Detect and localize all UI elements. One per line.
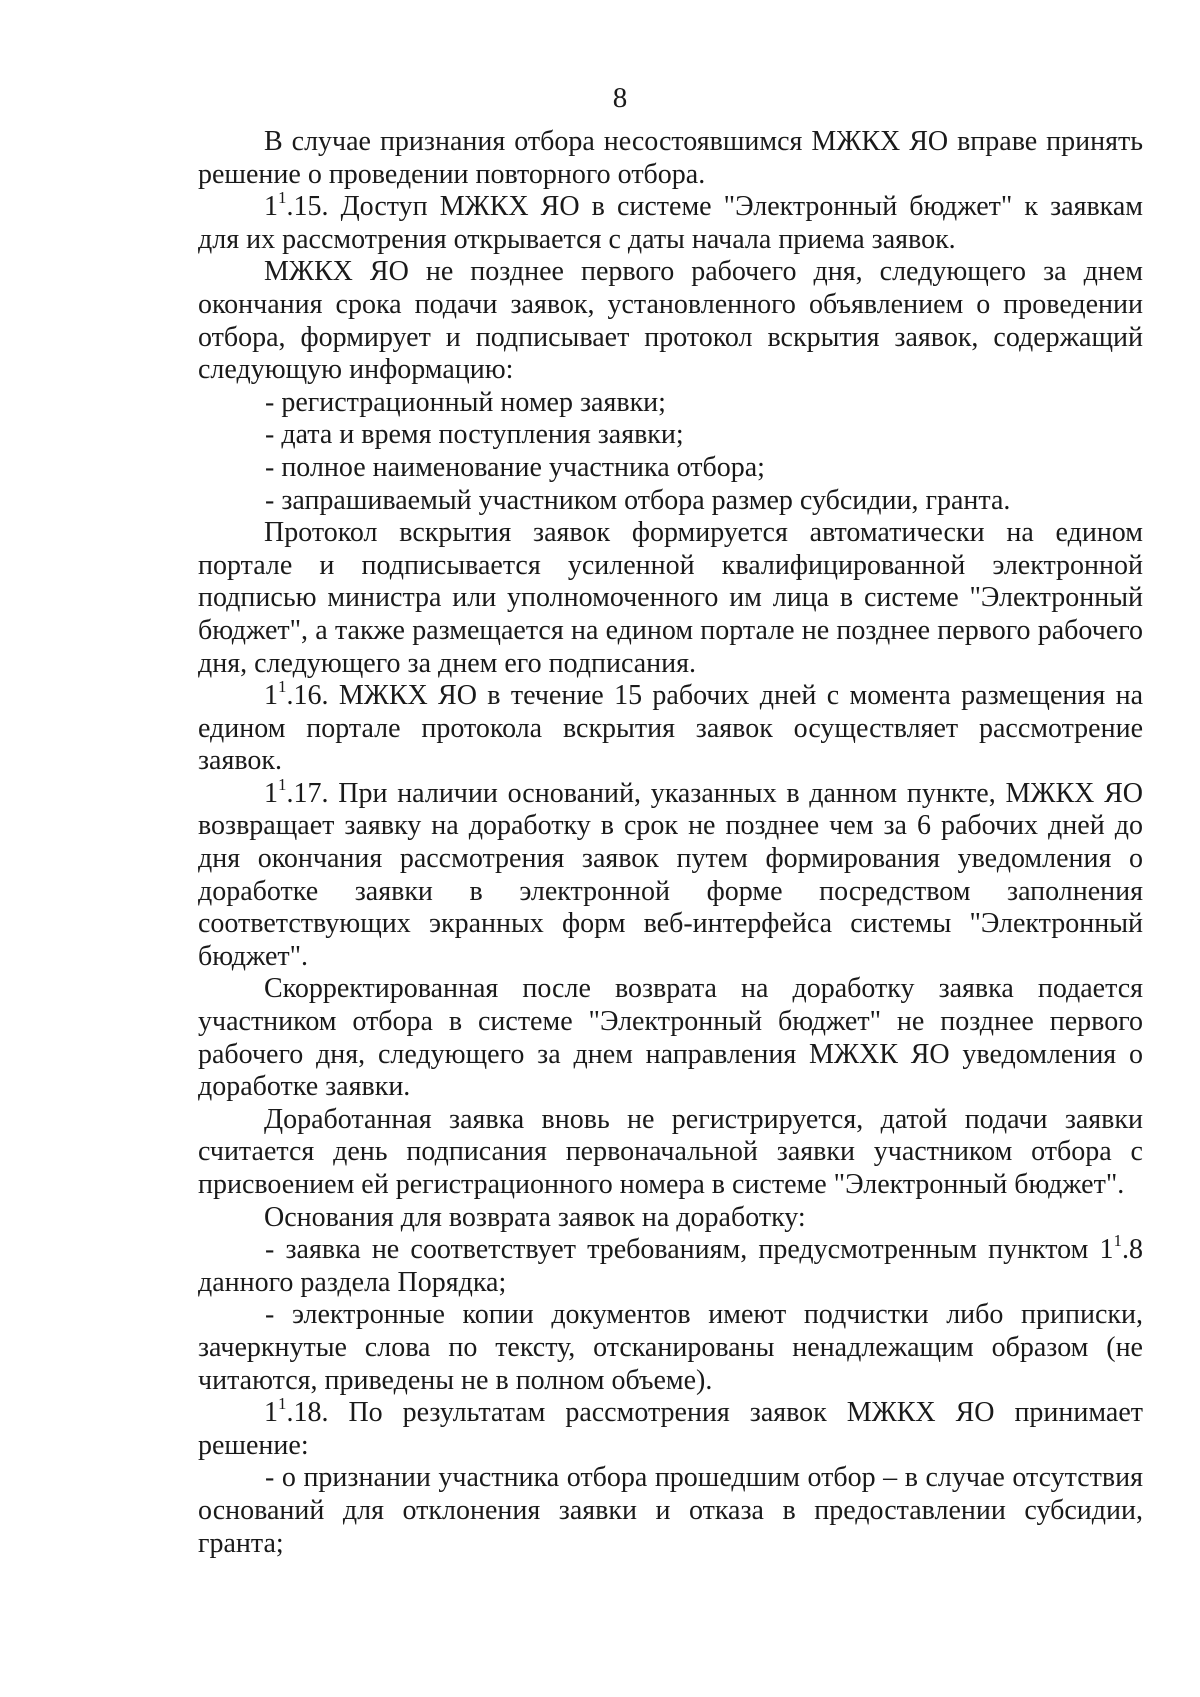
list-item-requested-amount: [198, 485, 1143, 518]
paragraph-return-grounds: [198, 1202, 1143, 1235]
paragraph-1-1-16: [198, 676, 1143, 778]
paragraph-revised-application: [198, 1104, 1143, 1202]
list-item-text: - электронные копии документов имеют подчистки либо приписки, зачеркнутые слова по тексту, отсканированы ненадлежащим образом (не читаются, приведены не в полном объеме).: [198, 1299, 1143, 1396]
list-item-text: - о признании участника отбора прошедшим отбор – в случае отсутствия оснований для отклонения заявки и отказа в предоставлении субсидии, гранта;: [198, 1462, 1143, 1559]
list-item-electronic-copies: [198, 1299, 1143, 1397]
clause-number: 1: [264, 680, 278, 712]
clause-number: 1: [264, 1397, 278, 1429]
paragraph-1-1-17: [198, 774, 1143, 974]
list-item-text: - запрашиваемый участником отбора размер субсидии, гранта.: [265, 484, 1011, 516]
list-item-requirements-mismatch: [198, 1230, 1143, 1299]
clause-superscript: 1: [1113, 1230, 1122, 1250]
paragraph-text: Основания для возврата заявок на доработку:: [264, 1201, 806, 1233]
list-item-participant-name: [198, 452, 1143, 485]
paragraph-text: .18. По результатам рассмотрения заявок МЖКХ ЯО принимает решение:: [198, 1397, 1143, 1461]
paragraph-protocol-signing: [198, 517, 1143, 680]
paragraph-text: .16. МЖКХ ЯО в течение 15 рабочих дней с момента размещения на едином портале протокола вскрытия заявок осуществляет рассмотрение заявок.: [198, 680, 1143, 777]
paragraph-text: Скорректированная после возврата на доработку заявка подается участником отбора в системе "Электронный бюджет" не позднее первого рабочего дня, следующего за днем направления МЖХК ЯО уведомления о доработке заявки.: [198, 973, 1143, 1103]
list-item-text: - заявка не соответствует требованиям, предусмотренным пунктом 1: [265, 1234, 1114, 1266]
clause-number: 1: [264, 777, 278, 809]
clause-superscript: 1: [278, 774, 287, 794]
list-item-date-time: [198, 419, 1143, 452]
clause-superscript: 1: [278, 676, 287, 696]
paragraph-1-1-18: [198, 1393, 1143, 1462]
clause-superscript: 1: [278, 187, 287, 207]
paragraph-failed-selection: [198, 126, 1143, 191]
paragraph-text: Доработанная заявка вновь не регистрируется, датой подачи заявки считается день подписания первоначальной заявки участником отбора с присвоением ей регистрационного номера в системе "Электронный бюджет".: [198, 1103, 1143, 1200]
list-item-text-suffix: .8 данного раздела Порядка;: [198, 1234, 1143, 1298]
list-item-text: - регистрационный номер заявки;: [265, 386, 666, 418]
paragraph-protocol-forming: [198, 256, 1143, 386]
clause-superscript: 1: [278, 1393, 287, 1413]
clause-number: 1: [264, 191, 278, 223]
list-item-registration-number: [198, 387, 1143, 420]
paragraph-text: .17. При наличии оснований, указанных в данном пункте, МЖКХ ЯО возвращает заявку на доработку в срок не позднее чем за 6 рабочих дней до дня окончания рассмотрения заявок путем формирования уведомления о доработке заявки в электронной форме посредством заполнения соответствующих экранных форм веб-интерфейса системы "Электронный бюджет".: [198, 777, 1143, 972]
paragraph-text: В случае признания отбора несостоявшимся МЖКХ ЯО вправе принять решение о проведении повторного отбора.: [198, 126, 1143, 190]
paragraph-text: МЖКХ ЯО не позднее первого рабочего дня, следующего за днем окончания срока подачи заявок, установленного объявлением о проведении отбора, формирует и подписывает протокол вскрытия заявок, содержащий следующую информацию:: [198, 256, 1143, 386]
paragraph-1-1-15: [198, 187, 1143, 256]
paragraph-text: .15. Доступ МЖКХ ЯО в системе "Электронный бюджет" к заявкам для их рассмотрения открывается с даты начала приема заявок.: [198, 191, 1143, 255]
list-item-text: - полное наименование участника отбора;: [265, 451, 765, 483]
document-body: [198, 126, 1143, 1560]
list-item-passed-selection: [198, 1462, 1143, 1560]
paragraph-corrected-application: [198, 973, 1143, 1103]
page-number: 8: [612, 82, 628, 114]
paragraph-text: Протокол вскрытия заявок формируется автоматически на едином портале и подписывается усиленной квалифицированной электронной подписью министра или уполномоченного им лица в системе "Электронный бюджет", а также размещается на едином портале не позднее первого рабочего дня, следующего за днем его подписания.: [198, 517, 1143, 679]
list-item-text: - дата и время поступления заявки;: [265, 419, 684, 451]
